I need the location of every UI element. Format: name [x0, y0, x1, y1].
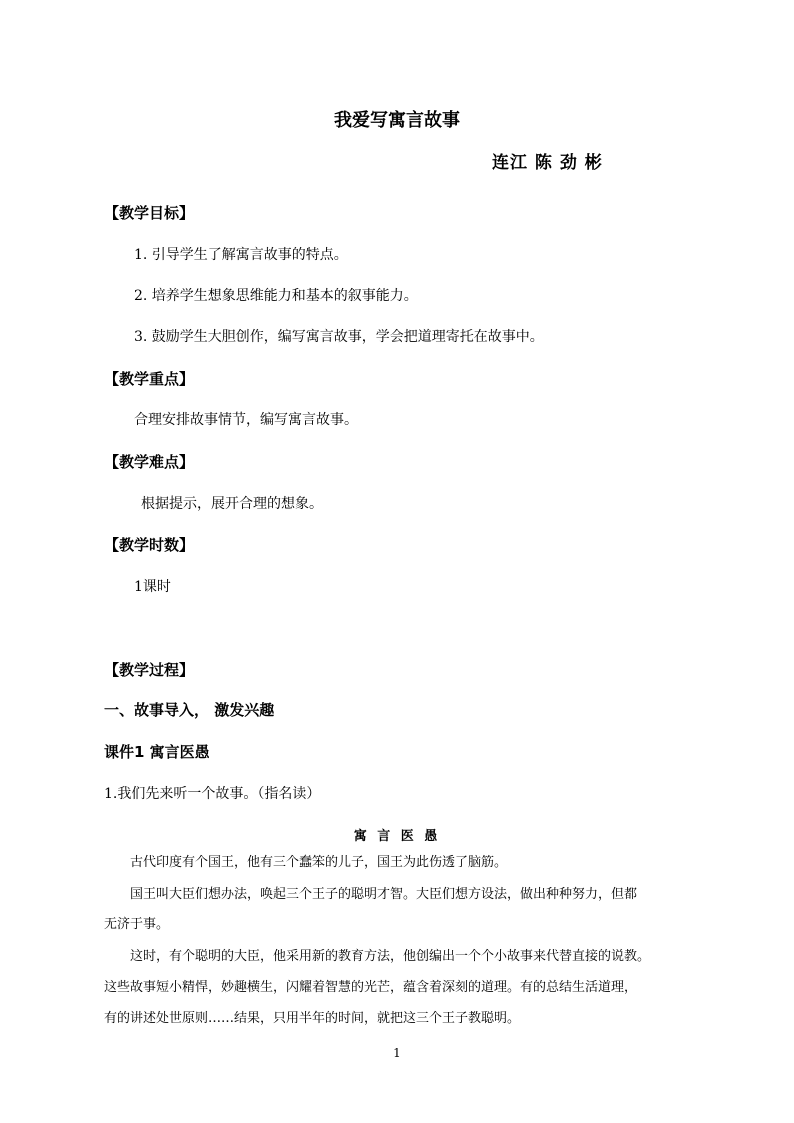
author: 连江 陈 劲 彬 — [492, 153, 603, 173]
story-paragraph-2-line-2: 无济于事。 — [104, 917, 170, 932]
goal-item-3: 3. 鼓励学生大胆创作，编写寓言故事，学会把道理寄托在故事中。 — [134, 329, 544, 345]
difficulty-text: 根据提示，展开合理的想象。 — [141, 496, 323, 512]
goals-heading: 【教学目标】 — [104, 204, 195, 222]
story-paragraph-1: 古代印度有个国王，他有三个蠢笨的儿子，国王为此伤透了脑筋。 — [130, 855, 508, 870]
page-number: 1 — [393, 1046, 401, 1060]
hours-heading: 【教学时数】 — [104, 536, 195, 554]
difficulty-heading: 【教学难点】 — [104, 453, 195, 471]
key-heading: 【教学重点】 — [104, 370, 195, 388]
story-paragraph-2-line-1: 国王叫大臣们想办法，唤起三个王子的聪明才智。大臣们想方设法，做出种种努力，但都 — [130, 887, 638, 902]
story-paragraph-3-line-3: 有的讲述处世原则……结果，只用半年的时间，就把这三个王子教聪明。 — [104, 1011, 521, 1026]
story-paragraph-3-line-1: 这时，有个聪明的大臣，他采用新的教育方法，他创编出一个个小故事来代替直接的说教。 — [130, 949, 651, 964]
document-title: 我爱写寓言故事 — [334, 110, 460, 131]
goal-item-2: 2. 培养学生想象思维能力和基本的叙事能力。 — [134, 288, 418, 304]
story-paragraph-3-line-2: 这些故事短小精悍，妙趣横生，闪耀着智慧的光芒，蕴含着深刻的道理。有的总结生活道理， — [104, 980, 638, 995]
goal-item-1: 1. 引导学生了解寓言故事的特点。 — [134, 247, 348, 263]
instruction-text: 1.我们先来听一个故事。（指名读） — [104, 786, 321, 802]
story-title: 寓 言 医 愚 — [353, 829, 441, 844]
key-text: 合理安排故事情节，编写寓言故事。 — [134, 412, 358, 428]
process-heading: 【教学过程】 — [104, 661, 195, 679]
step-1-heading: 一、故事导入， 激发兴趣 — [104, 701, 275, 719]
courseware-heading: 课件1 寓言医愚 — [104, 743, 210, 761]
hours-text: 1课时 — [134, 579, 171, 595]
